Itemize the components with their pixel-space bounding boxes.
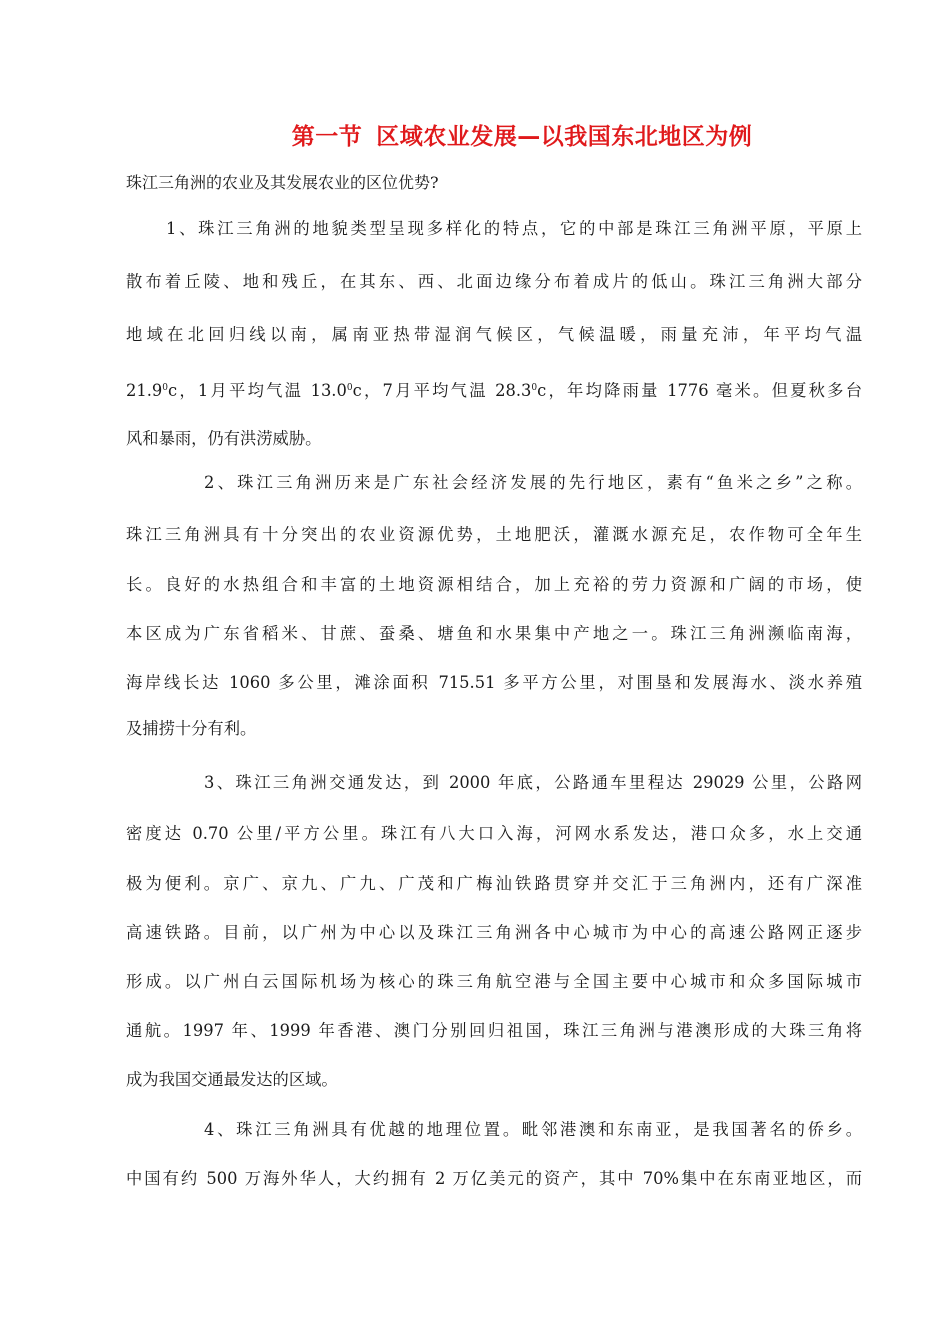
para1-line: 散布着丘陵、地和残丘，在其东、西、北面边缘分布着成片的低山。珠江三角洲大部分 — [126, 272, 862, 291]
para4-line: 中国有约 500 万海外华人，大约拥有 2 万亿美元的资产，其中 70%集中在东南亚地区，而 — [126, 1169, 862, 1188]
para1-line-temperatures — [126, 377, 862, 402]
degree-mark: 0 — [346, 383, 353, 393]
para3-line: 通航。1997 年、1999 年香港、澳门分别回归祖国，珠江三角洲与港澳形成的大珠三角将 — [126, 1021, 862, 1040]
document-title — [0, 118, 950, 151]
para3-line: 成为我国交通最发达的区域。 — [126, 1070, 338, 1089]
jul-temp: c，7月平均气温 28.3 — [352, 381, 532, 400]
rainfall: c，年均降雨量 1776 毫米。但夏秋多台 — [537, 381, 862, 400]
para3-line: 形成。以广州白云国际机场为核心的珠三角航空港与全国主要中心城市和众多国际城市 — [126, 972, 862, 991]
para3-line: 极为便利。京广、京九、广九、广茂和广梅汕铁路贯穿并交汇于三角洲内，还有广深准 — [126, 874, 862, 893]
para3-line: 3、珠江三角洲交通发达，到 2000 年底，公路通车里程达 29029 公里，公路网 — [204, 773, 862, 792]
para2-line: 海岸线长达 1060 多公里，滩涂面积 715.51 多平方公里，对围垦和发展海水、淡水养殖 — [126, 673, 862, 692]
title-section-number: 第一节 — [291, 124, 363, 150]
question-line: 珠江三角洲的农业及其发展农业的区位优势? — [126, 173, 439, 192]
degree-mark: 0 — [162, 383, 168, 393]
jan-temp: c，1月平均气温 13.0 — [168, 381, 347, 400]
para1-line: 风和暴雨，仍有洪涝威胁。 — [126, 429, 322, 448]
para1-line: 地域在北回归线以南，属南亚热带湿润气候区，气候温暖，雨量充沛，年平均气温 — [126, 325, 862, 344]
para2-line: 及捕捞十分有利。 — [126, 719, 257, 738]
annual-temp: 21.9 — [126, 381, 163, 400]
para2-line: 2、珠江三角洲历来是广东社会经济发展的先行地区，素有“鱼米之乡”之称。 — [204, 473, 862, 492]
para2-line: 珠江三角洲具有十分突出的农业资源优势，土地肥沃，灌溉水源充足，农作物可全年生 — [126, 525, 862, 544]
degree-mark: 0 — [531, 383, 538, 393]
para1-line: 1、珠江三角洲的地貌类型呈现多样化的特点，它的中部是珠江三角洲平原，平原上 — [166, 219, 862, 238]
para3-line: 高速铁路。目前，以广州为中心以及珠江三角洲各中心城市为中心的高速公路网正逐步 — [126, 923, 862, 942]
para3-line: 密度达 0.70 公里/平方公里。珠江有八大口入海，河网水系发达，港口众多，水上交通 — [126, 824, 862, 843]
title-text: 区域农业发展—以我国东北地区为例 — [376, 124, 753, 150]
para4-line: 4、珠江三角洲具有优越的地理位置。毗邻港澳和东南亚，是我国著名的侨乡。 — [204, 1120, 862, 1139]
para2-line: 长。良好的水热组合和丰富的土地资源相结合，加上充裕的劳力资源和广阔的市场，使 — [126, 575, 862, 594]
para2-line: 本区成为广东省稻米、甘蔗、蚕桑、塘鱼和水果集中产地之一。珠江三角洲濒临南海， — [126, 624, 862, 643]
